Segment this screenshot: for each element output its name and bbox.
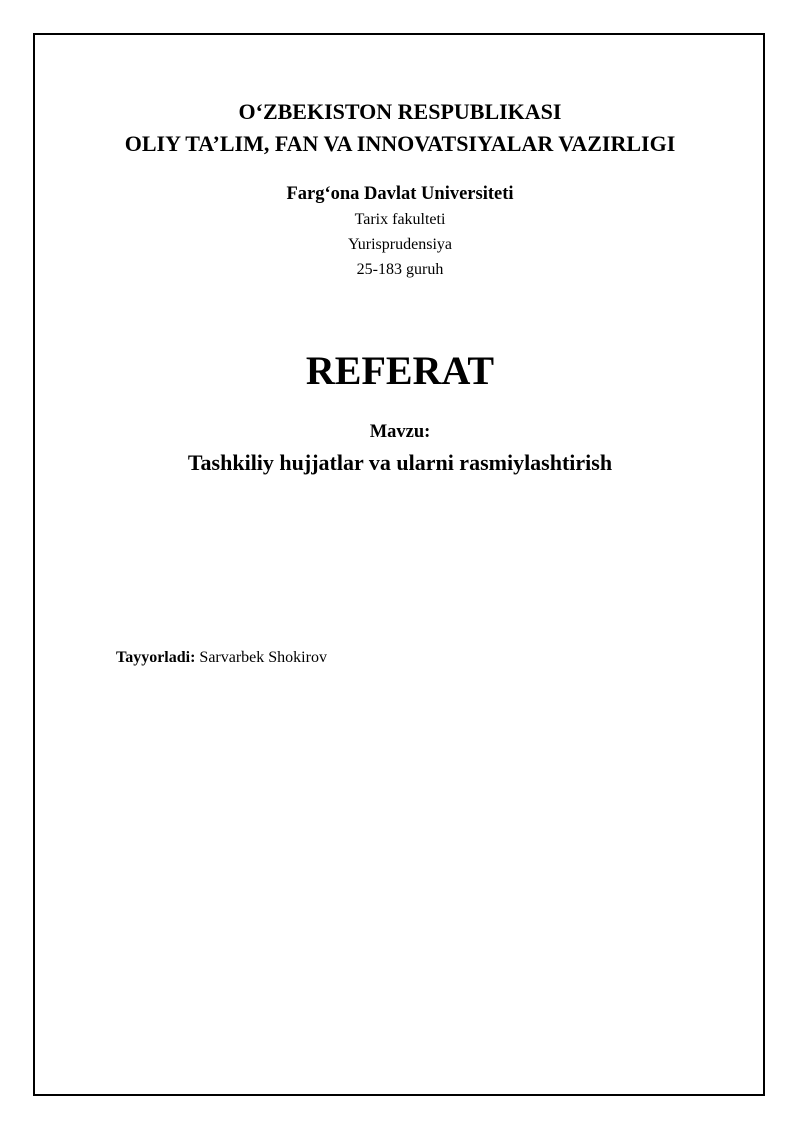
- author-label: Tayyorladi:: [116, 649, 196, 666]
- specialty-name: Yurisprudensiya: [348, 236, 452, 253]
- university-name: Farg‘ona Davlat Universiteti: [286, 184, 514, 204]
- group-number: 25-183 guruh: [356, 261, 444, 278]
- document-type: REFERAT: [305, 348, 495, 393]
- country-name: O‘ZBEKISTON RESPUBLIKASI: [238, 99, 562, 124]
- topic-label: Mavzu:: [369, 422, 431, 442]
- ministry-name: OLIY TA’LIM, FAN VA INNOVATSIYALAR VAZIRLIGI: [124, 131, 676, 156]
- topic-title: Tashkiliy hujjatlar va ularni rasmiylashtirish: [187, 450, 613, 475]
- author-line: [116, 648, 327, 668]
- faculty-name: Tarix fakulteti: [354, 211, 446, 228]
- author-name: Sarvarbek Shokirov: [199, 649, 327, 666]
